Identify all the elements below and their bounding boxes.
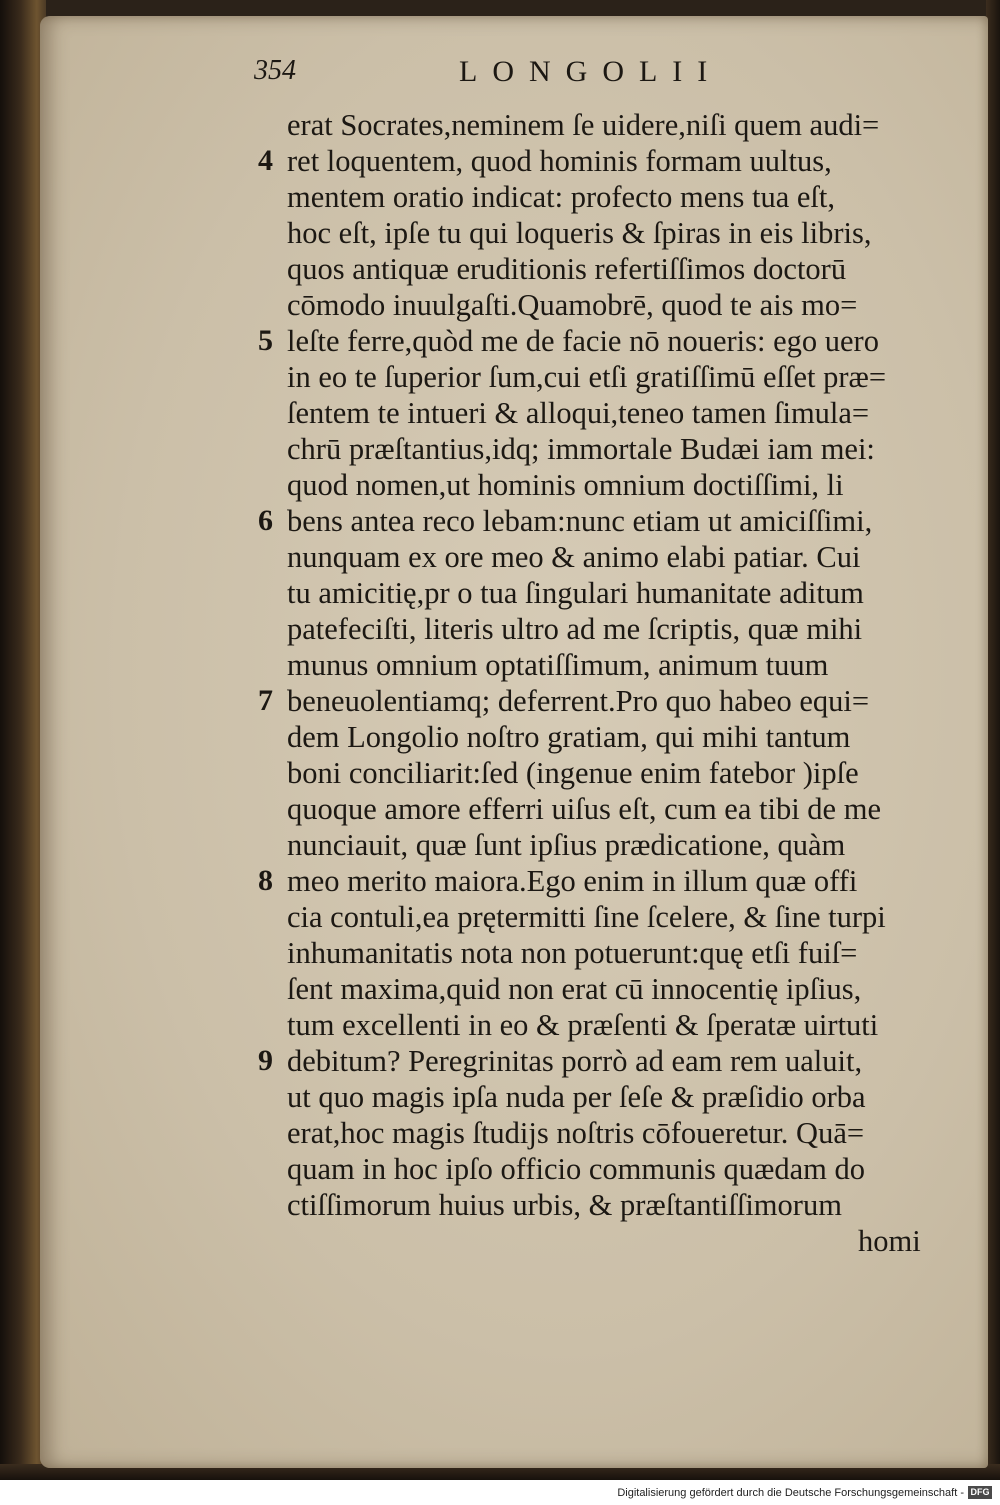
- text-line: cia contuli,ea prętermitti ſine ſcelere, & ſine turpi: [287, 900, 886, 934]
- catchword: homi: [858, 1224, 921, 1258]
- text-line: in eo te ſuperior ſum,cui etſi gratiſſimū eſſet præ=: [287, 360, 887, 394]
- text-line: meo merito maiora.Ego enim in illum quæ offi: [287, 864, 858, 898]
- dfg-logo-icon: DFG: [968, 1486, 992, 1499]
- text-line: erat Socrates,neminem ſe uidere,niſi quem audi=: [287, 108, 880, 142]
- text-line: tum excellenti in eo & præſenti & ſperatæ uirtuti: [287, 1008, 879, 1042]
- text-line: ret loquentem, quod hominis formam uultus,: [287, 144, 832, 178]
- text-line: inhumanitatis nota non potuerunt:quę etſi fuiſ=: [287, 936, 858, 970]
- text-line: mentem oratio indicat: profecto mens tua eſt,: [287, 180, 835, 214]
- text-line: ut quo magis ipſa nuda per ſeſe & præſidio orba: [287, 1080, 866, 1114]
- text-line: munus omnium optatiſſimum, animum tuum: [287, 648, 829, 682]
- text-line: bens antea reco lebam:nunc etiam ut amiciſſimi,: [287, 504, 873, 538]
- marginal-number: 5: [258, 324, 273, 357]
- marginal-number: 6: [258, 504, 273, 537]
- text-line: boni conciliarit:ſed (ingenue enim fatebor )ipſe: [287, 756, 859, 790]
- text-line: chrū præſtantius,idq; immortale Budæi iam mei:: [287, 432, 875, 466]
- text-line: tu amicitię,pr o tua ſingulari humanitate aditum: [287, 576, 864, 610]
- marginal-number: 7: [258, 684, 273, 717]
- footer-credit: Digitalisierung gefördert durch die Deutsche Forschungsgemeinschaft -: [617, 1487, 964, 1499]
- marginal-number: 9: [258, 1044, 273, 1077]
- marginal-number: 8: [258, 864, 273, 897]
- text-line: ſentem te intueri & alloqui,teneo tamen ſimula=: [287, 396, 870, 430]
- book-edge-right: [986, 0, 1000, 1480]
- text-line: nunciauit, quæ ſunt ipſius prædicatione, quàm: [287, 828, 846, 862]
- text-line: dem Longolio noſtro gratiam, qui mihi tantum: [287, 720, 851, 754]
- text-line: debitum? Peregrinitas porrò ad eam rem ualuit,: [287, 1044, 863, 1078]
- marginal-number: 4: [258, 144, 273, 177]
- text-line: beneuolentiamq; deferrent.Pro quo habeo equi=: [287, 684, 870, 718]
- text-line: quos antiquæ eruditionis refertiſſimos doctorū: [287, 252, 847, 286]
- text-line: nunquam ex ore meo & animo elabi patiar. Cui: [287, 540, 861, 574]
- text-line: patefeciſti, literis ultro ad me ſcriptis, quæ mihi: [287, 612, 863, 646]
- text-line: quam in hoc ipſo officio communis quædam do: [287, 1152, 866, 1186]
- page-header: [254, 55, 774, 95]
- text-line: quoque amore efferri uiſus eſt, cum ea tibi de me: [287, 792, 881, 826]
- text-line: cōmodo inuulgaſti.Quamobrē, quod te ais mo=: [287, 288, 858, 322]
- page-number: 354: [254, 55, 296, 86]
- text-line: leſte ferre,quòd me de facie nō noueris: ego uero: [287, 324, 879, 358]
- text-line: erat,hoc magis ſtudijs noſtris cōfoueretur. Quā=: [287, 1116, 865, 1150]
- text-line: hoc eſt, ipſe tu qui loqueris & ſpiras in eis libris,: [287, 216, 872, 250]
- text-line: quod nomen,ut hominis omnium doctiſſimi, li: [287, 468, 844, 502]
- text-line: ctiſſimorum huius urbis, & præſtantiſſimorum: [287, 1188, 842, 1222]
- text-line: ſent maxima,quid non erat cū innocentię ipſius,: [287, 972, 862, 1006]
- running-head: LONGOLII: [459, 55, 723, 88]
